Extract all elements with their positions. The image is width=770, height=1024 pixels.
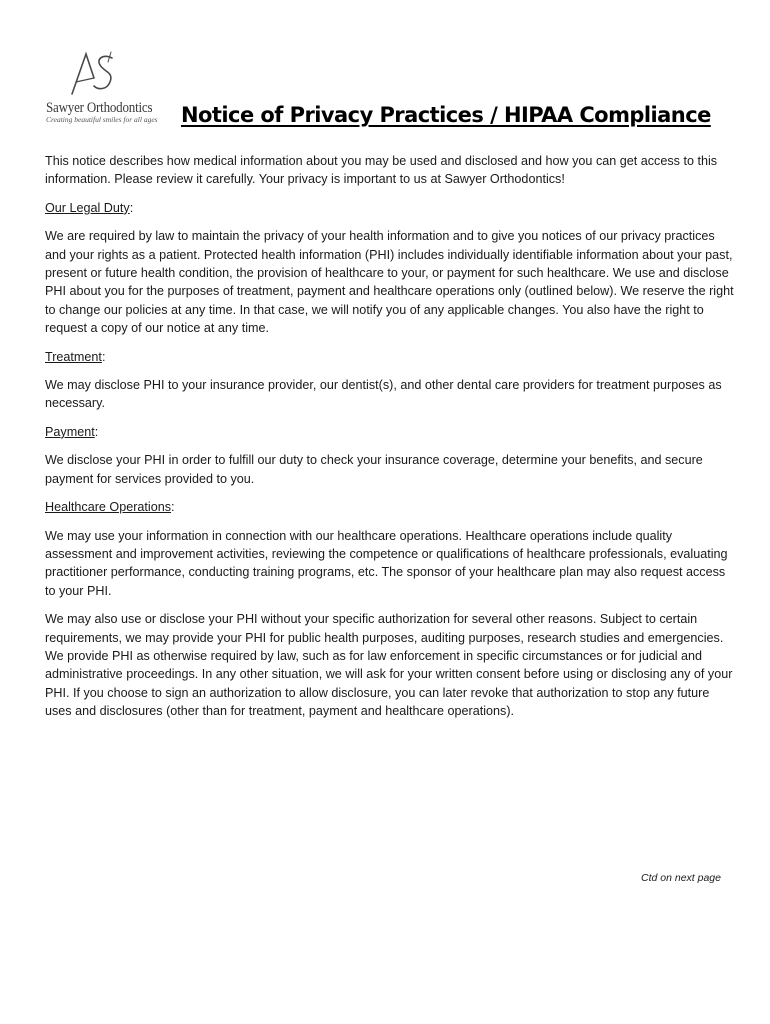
section-heading-legal-duty: Our Legal Duty:: [45, 200, 134, 215]
payment-paragraph: We disclose your PHI in order to fulfill our duty to check your insurance coverage, determine your benefits, and secure payment for services provided to you.: [45, 453, 703, 486]
section-heading-treatment: Treatment:: [45, 349, 106, 364]
logo-brand-name: Sawyer Orthodontics: [46, 98, 153, 116]
section-heading-text: Treatment: [45, 349, 102, 364]
as-monogram-icon: [64, 48, 124, 98]
logo-tagline: Creating beautiful smiles for all ages: [46, 115, 158, 124]
treatment-paragraph: We may disclose PHI to your insurance provider, our dentist(s), and other dental care providers for treatment purposes as necessary.: [45, 378, 722, 411]
document-body: [45, 152, 735, 731]
continued-note: Ctd on next page: [641, 872, 721, 884]
healthcare-operations-paragraph: We may use your information in connection with our healthcare operations. Healthcare operations include quality assessment and improvement activities, reviewing the competence or qualifications of healthcare professionals, evaluating practitioner performance, conducting training programs, etc. The sponsor of your healthcare plan may also request access to your PHI.: [45, 528, 728, 598]
sawyer-orthodontics-logo: [40, 48, 158, 126]
section-heading-text: Healthcare Operations: [45, 500, 172, 515]
intro-paragraph: This notice describes how medical information about you may be used and disclosed and how you can get access to this information. Please review it carefully. Your privacy is important to us at Sawyer Orthodontics!: [45, 154, 718, 187]
other-disclosures-paragraph: We may also use or disclose your PHI without your specific authorization for several other reasons. Subject to certain requirements, we may provide your PHI for public health purposes, auditing purposes, research studies and emergencies. We provide PHI as otherwise required by law, such as for law enforcement in specific circumstances or for judicial and administrative proceedings. In any other situation, we will ask for your written consent before using or disclosing any of your PHI. If you choose to sign an authorization to allow disclosure, you can later revoke that authorization to stop any future uses and disclosures (other than for treatment, payment and healthcare operations).: [45, 612, 733, 719]
section-heading-text: Payment: [45, 424, 95, 439]
document-title: Notice of Privacy Practices / HIPAA Compliance: [181, 103, 711, 127]
section-heading-text: Our Legal Duty: [45, 200, 130, 215]
legal-duty-paragraph: We are required by law to maintain the privacy of your health information and to give you notices of our privacy practices and your rights as a patient. Protected health information (PHI) includes individually identifiable information about your past, present or future health condition, the provision of healthcare to your, or payment for such healthcare. We use and disclose PHI about you for the purposes of treatment, payment and healthcare operations only (outlined below). We reserve the right to change our policies at any time. In that case, we will notify you of any applicable changes. You also have the right to request a copy of our notice at any time.: [45, 229, 734, 336]
section-heading-healthcare-operations: Healthcare Operations:: [45, 500, 175, 515]
section-heading-payment: Payment:: [45, 424, 99, 439]
